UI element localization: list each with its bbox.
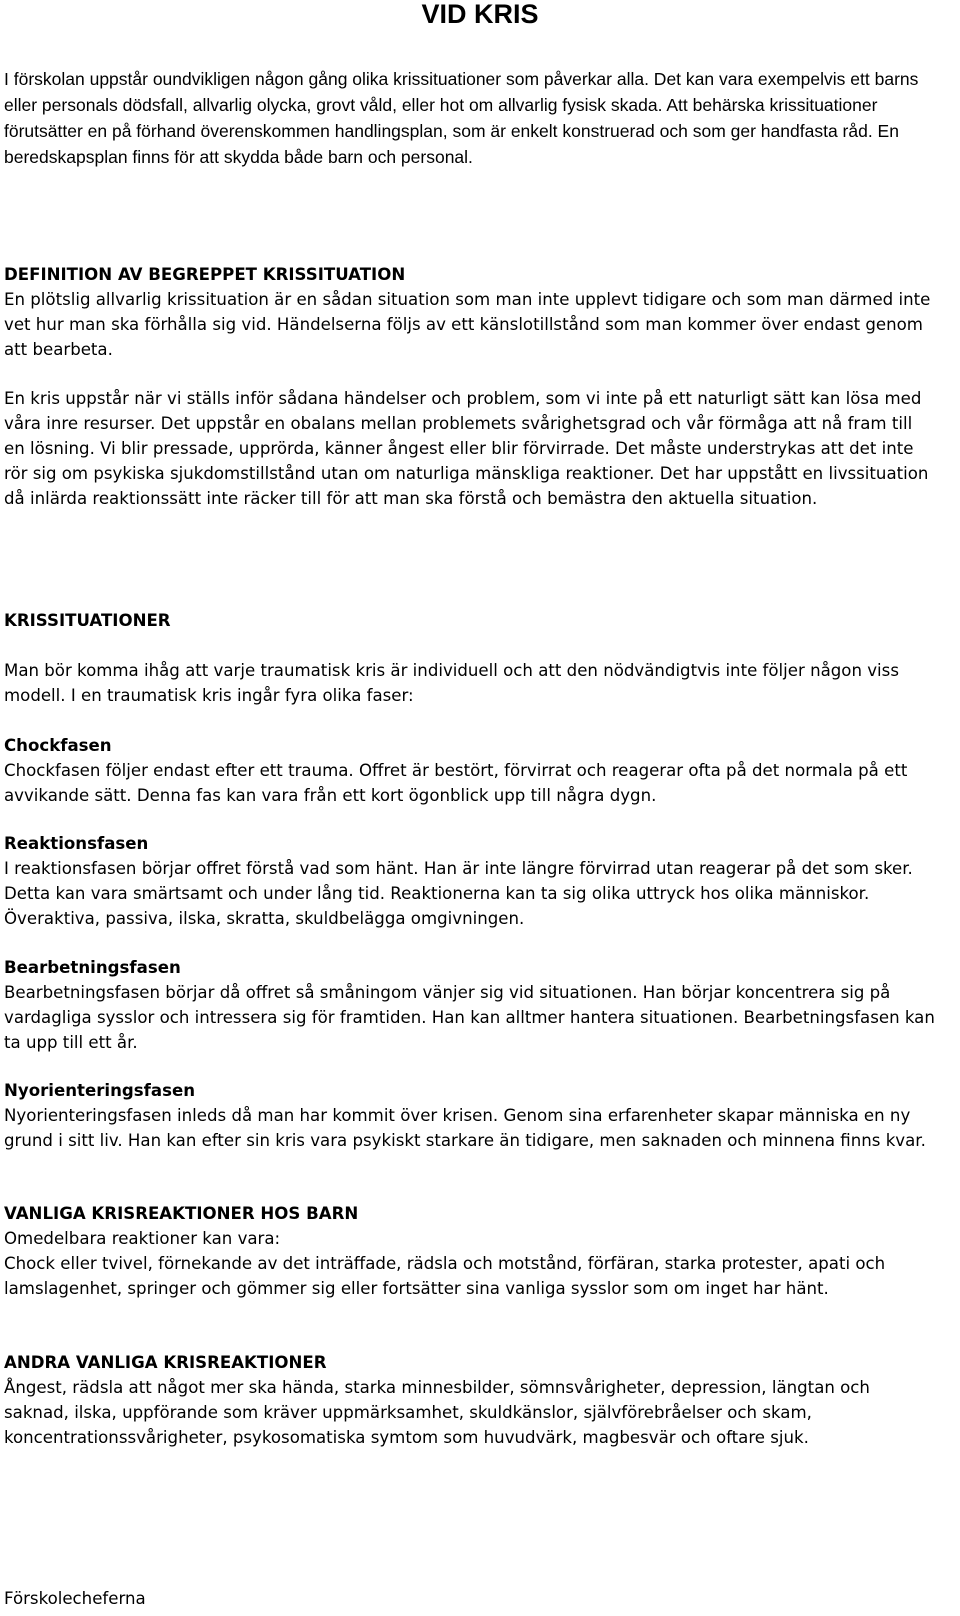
- phase-text: Bearbetningsfasen börjar då offret så småningom vänjer sig vid situationen. Han börjar koncentrera sig på vardagliga sysslor och intressera sig för framtiden. Han kan alltmer hantera situationen. Bearbetningsfasen kan ta upp till ett år.: [4, 983, 935, 1052]
- phase-heading: Chockfasen: [4, 736, 112, 755]
- page-title: VID KRIS: [421, 0, 539, 29]
- andra-heading: ANDRA VANLIGA KRISREAKTIONER: [4, 1353, 327, 1372]
- phase-bearbetningsfasen: [4, 955, 938, 1055]
- intro-paragraph: I förskolan uppstår oundvikligen någon gång olika krissituationer som påverkar alla. Det kan vara exempelvis ett barns eller personals dödsfall, allvarlig olycka, grovt våld, eller hot om allvarlig fysisk skada. Att behärska krissituationer förutsätter en på förhand överenskommen handlingsplan, som är enkelt konstruerad och som ger handfasta råd. En beredskapsplan finns för att skydda både barn och personal.: [4, 69, 919, 167]
- phase-reaktionsfasen: [4, 831, 938, 931]
- phase-chockfasen: [4, 733, 938, 808]
- definition-paragraph-1: En plötslig allvarlig krissituation är en sådan situation som man inte upplevt tidigare och som man därmed inte vet hur man ska förhålla sig vid. Händelserna följs av ett känslotillstånd som man kommer över endast genom att bearbeta.: [4, 290, 931, 359]
- definition-heading: DEFINITION AV BEGREPPET KRISSITUATION: [4, 265, 406, 284]
- barn-heading: VANLIGA KRISREAKTIONER HOS BARN: [4, 1204, 359, 1223]
- phase-text: I reaktionsfasen börjar offret förstå vad som hänt. Han är inte längre förvirrad utan reagerar på det som sker. Detta kan vara smärtsamt och under lång tid. Reaktionerna kan ta sig olika uttryck hos olika människor. Överaktiva, passiva, ilska, skratta, skuldbelägga omgivningen.: [4, 859, 913, 928]
- definition-section: [4, 262, 938, 362]
- krissituationer-intro: Man bör komma ihåg att varje traumatisk kris är individuell och att den nödvändigtvis inte följer någon viss modell. I en traumatisk kris ingår fyra olika faser:: [4, 661, 899, 705]
- phase-text: Nyorienteringsfasen inleds då man har kommit över krisen. Genom sina erfarenheter skapar människa en ny grund i sitt liv. Han kan efter sin kris vara psykiskt starkare än tidigare, men saknaden och minnena finns kvar.: [4, 1106, 926, 1150]
- phase-text: Chockfasen följer endast efter ett trauma. Offret är bestört, förvirrat och reagerar ofta på det normala på ett avvikande sätt. Denna fas kan vara från ett kort ögonblick upp till några dygn.: [4, 761, 908, 805]
- phase-heading: Bearbetningsfasen: [4, 958, 181, 977]
- definition-paragraph-2: En kris uppstår när vi ställs inför sådana händelser och problem, som vi inte på ett naturligt sätt kan lösa med våra inre resurser. Det uppstår en obalans mellan problemets svårighetsgrad och vår förmåga att nå fram till en lösning. Vi blir pressade, upprörda, känner ångest eller blir förvirrade. Det måste understrykas att det inte rör sig om psykiska sjukdomstillstånd utan om naturliga mänskliga reaktioner. Det har uppstått en livssituation då inlärda reaktionssätt inte räcker till för att man ska förstå och bemästra den aktuella situation.: [4, 389, 929, 508]
- phase-nyorienteringsfasen: [4, 1078, 938, 1153]
- barn-text: Chock eller tvivel, förnekande av det inträffade, rädsla och motstånd, förfäran, starka protester, apati och lamslagenhet, springer och gömmer sig eller fortsätter sina vanliga sysslor som om inget har hänt.: [4, 1254, 886, 1298]
- signature: Förskolecheferna: [4, 1589, 146, 1608]
- phase-heading: Nyorienteringsfasen: [4, 1081, 196, 1100]
- phase-heading: Reaktionsfasen: [4, 834, 149, 853]
- barn-section: [4, 1201, 938, 1301]
- barn-line: Omedelbara reaktioner kan vara:: [4, 1229, 281, 1248]
- andra-section: [4, 1350, 938, 1450]
- andra-text: Ångest, rädsla att något mer ska hända, starka minnesbilder, sömnsvårigheter, depression, längtan och saknad, ilska, uppförande som kräver uppmärksamhet, skuldkänslor, självförebråelser och skam, koncentrationssvårigheter, psykosomatiska symtom som huvudvärk, magbesvär och oftare sjuk.: [4, 1378, 870, 1447]
- krissituationer-heading: KRISSITUATIONER: [4, 611, 171, 630]
